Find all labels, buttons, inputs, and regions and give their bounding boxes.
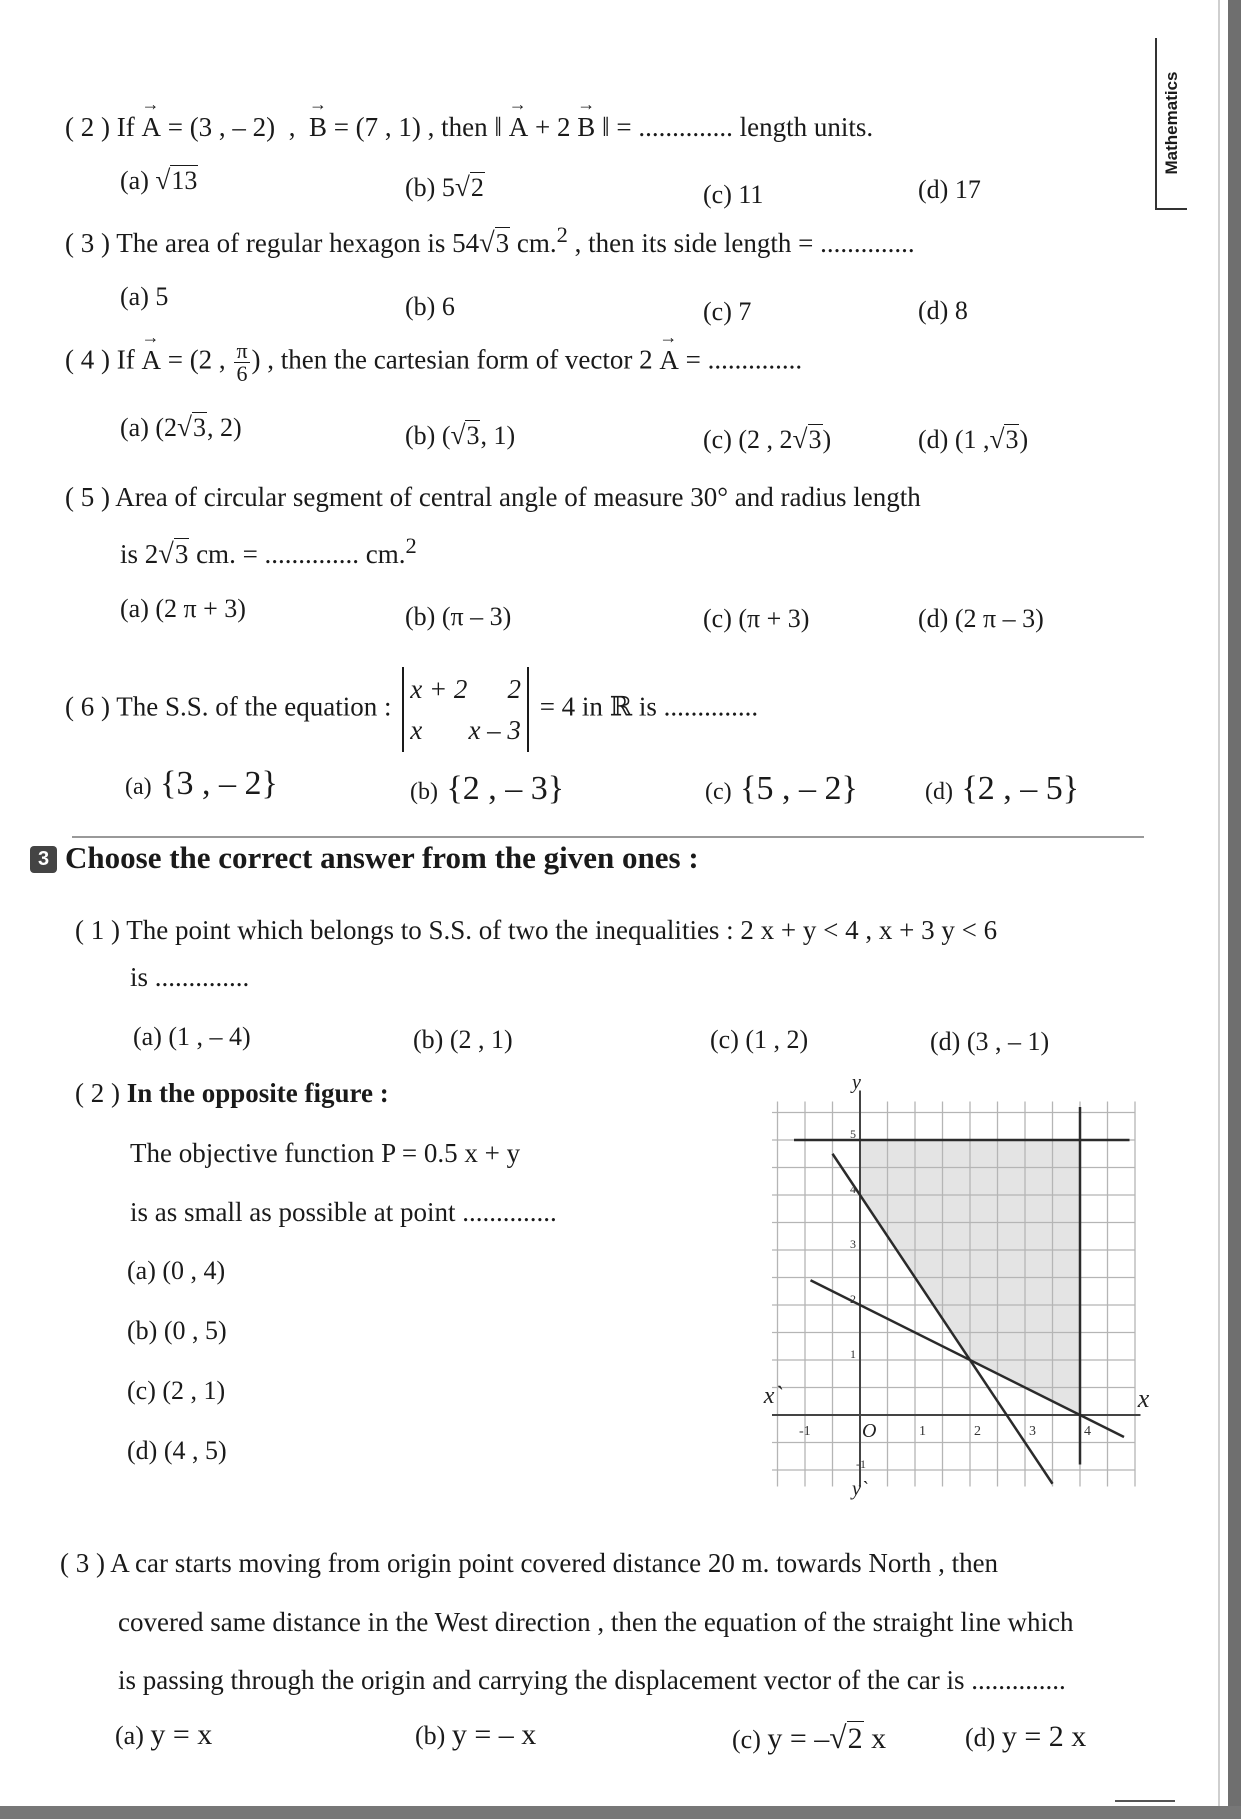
x-tick-label: 4 bbox=[1084, 1424, 1091, 1439]
s3-question-2-line2: is as small as possible at point .............. bbox=[130, 1197, 557, 1227]
question-4: ( 4 ) If → A = (2 , $\frac{\pi}{6}$ ) , then the cartesian form of vector 2 → A = .............. bbox=[65, 340, 802, 385]
s3-question-3-line2: covered same distance in the West direction , then the equation of the straight line which bbox=[118, 1607, 1074, 1637]
option-c[interactable]: (c) (2 , 2√ 3) bbox=[703, 424, 831, 455]
pi-over-6: $\frac{\pi}{6}$ bbox=[236, 338, 248, 386]
option-c[interactable]: (c) (2 , 1) bbox=[127, 1376, 226, 1405]
question-3: ( 3 ) The area of regular hexagon is 54√ 3 cm.$^2$ , then its side length = .............. bbox=[65, 222, 915, 260]
s3-question-1-line2: is .............. bbox=[130, 962, 250, 992]
option-c[interactable]: (c) 11 bbox=[703, 180, 764, 209]
section-divider bbox=[72, 836, 1144, 838]
option-b[interactable]: (b) (0 , 5) bbox=[127, 1316, 227, 1345]
option-d[interactable]: (d) 8 bbox=[918, 296, 968, 325]
s3-question-3: ( 3 ) A car starts moving from origin point covered distance 20 m. towards North , then bbox=[60, 1548, 999, 1578]
option-b[interactable]: (b) y = – x bbox=[415, 1718, 537, 1751]
y-axis-label: y bbox=[852, 1075, 861, 1094]
question-tail: length units. bbox=[739, 112, 874, 142]
subject-tab-label: Mathematics bbox=[1162, 71, 1181, 175]
option-b[interactable]: (b) (√ 3, 1) bbox=[405, 420, 515, 451]
option-c[interactable]: (c) (π + 3) bbox=[703, 604, 810, 633]
section-number-badge: 3 bbox=[30, 846, 57, 873]
question-5-line2: is 2√ 3 cm. = .............. cm.$^2$ bbox=[120, 533, 417, 571]
s3-question-3-line3: is passing through the origin and carrying the displacement vector of the car is .............. bbox=[118, 1665, 1066, 1695]
subject-tab bbox=[1155, 38, 1187, 210]
question-6: ( 6 ) The S.S. of the equation : x + 2 2 x x – 3 = 4 in ℝ is .............. bbox=[65, 667, 758, 752]
option-d[interactable]: (d) (4 , 5) bbox=[127, 1436, 227, 1465]
y-tick-label: 2 bbox=[850, 1292, 856, 1306]
y-neg-axis-label: y` bbox=[852, 1478, 868, 1500]
vector-a-value: = (3 , – 2) bbox=[167, 112, 276, 142]
option-a[interactable]: (a) (1 , – 4) bbox=[133, 1022, 251, 1051]
question-number: ( 2 ) bbox=[65, 112, 110, 142]
option-d[interactable]: (d) {2 , – 5} bbox=[925, 770, 1080, 807]
option-b[interactable]: (b) 5√ 2 bbox=[405, 172, 485, 203]
vector-b: → B bbox=[309, 112, 327, 143]
x-tick-label: 3 bbox=[1029, 1424, 1036, 1439]
x-axis-label: x bbox=[1137, 1384, 1150, 1413]
equals: = bbox=[616, 112, 632, 142]
option-d[interactable]: (d) (2 π – 3) bbox=[918, 604, 1044, 633]
option-a[interactable]: (a) (2 π + 3) bbox=[120, 594, 246, 623]
vector-b-value: = (7 , 1) , then bbox=[333, 112, 488, 142]
x-tick-label: 1 bbox=[919, 1424, 926, 1439]
option-d[interactable]: (d) 17 bbox=[918, 175, 981, 204]
y-tick-label: 5 bbox=[850, 1127, 856, 1141]
x-neg-axis-label: x` bbox=[763, 1383, 783, 1409]
y-tick-label: 3 bbox=[850, 1237, 856, 1251]
answer-blank: .............. bbox=[638, 112, 733, 142]
s3-question-2: ( 2 ) In the opposite figure : bbox=[75, 1078, 389, 1108]
option-a[interactable]: (a) {3 , – 2} bbox=[125, 765, 278, 802]
bottom-edge bbox=[0, 1806, 1241, 1819]
option-b[interactable]: (b) {2 , – 3} bbox=[410, 770, 565, 807]
option-a[interactable]: (a) (0 , 4) bbox=[127, 1256, 226, 1285]
option-a[interactable]: (a) (2√ 3, 2) bbox=[120, 412, 242, 443]
option-d[interactable]: (d) (1 ,√ 3) bbox=[918, 424, 1028, 455]
determinant: x + 2 2 x x – 3 bbox=[402, 667, 529, 752]
y-tick-label: -1 bbox=[856, 1457, 866, 1471]
option-c[interactable]: (c) y = –√ 2 x bbox=[732, 1720, 886, 1756]
norm-expression: ‖ → A + 2 → B ‖ bbox=[494, 112, 609, 142]
question-2: ( 2 ) If → A = (3 , – 2) , → B = (7 , 1) , then ‖ → A + 2 → B ‖ = .............. length units. bbox=[65, 112, 873, 143]
option-a[interactable]: (a) 5 bbox=[120, 282, 169, 311]
option-c[interactable]: (c) (1 , 2) bbox=[710, 1025, 809, 1054]
option-d[interactable]: (d) (3 , – 1) bbox=[930, 1027, 1050, 1056]
question-text: If bbox=[116, 112, 135, 142]
option-b[interactable]: (b) (2 , 1) bbox=[413, 1025, 513, 1054]
option-d[interactable]: (d) y = 2 x bbox=[965, 1720, 1087, 1753]
section-heading: 3 Choose the correct answer from the given ones : bbox=[30, 840, 699, 876]
x-tick-label: -1 bbox=[799, 1424, 811, 1439]
page-footer-rule bbox=[1115, 1800, 1175, 1802]
s3-question-1: ( 1 ) The point which belongs to S.S. of two the inequalities : 2 x + y < 4 , x + 3 y < 6 bbox=[75, 915, 998, 945]
s3-question-2-line1: The objective function P = 0.5 x + y bbox=[130, 1138, 521, 1168]
option-c[interactable]: (c) 7 bbox=[703, 297, 752, 326]
option-a[interactable]: (a) √ 13 bbox=[120, 165, 198, 196]
x-tick-label: 2 bbox=[974, 1424, 981, 1439]
y-tick-label: 1 bbox=[850, 1347, 856, 1361]
origin-label: O bbox=[862, 1420, 877, 1442]
linear-programming-figure bbox=[760, 1075, 1180, 1520]
option-a[interactable]: (a) y = x bbox=[115, 1718, 213, 1751]
question-5: ( 5 ) Area of circular segment of central angle of measure 30° and radius length bbox=[65, 482, 921, 512]
option-b[interactable]: (b) 6 bbox=[405, 292, 455, 321]
page-edge-inner bbox=[1218, 0, 1220, 1819]
y-tick-label: 4 bbox=[850, 1182, 856, 1196]
vector-a: → A bbox=[141, 112, 161, 143]
option-b[interactable]: (b) (π – 3) bbox=[405, 602, 512, 631]
option-c[interactable]: (c) {5 , – 2} bbox=[705, 770, 858, 807]
page-edge bbox=[1228, 0, 1241, 1819]
